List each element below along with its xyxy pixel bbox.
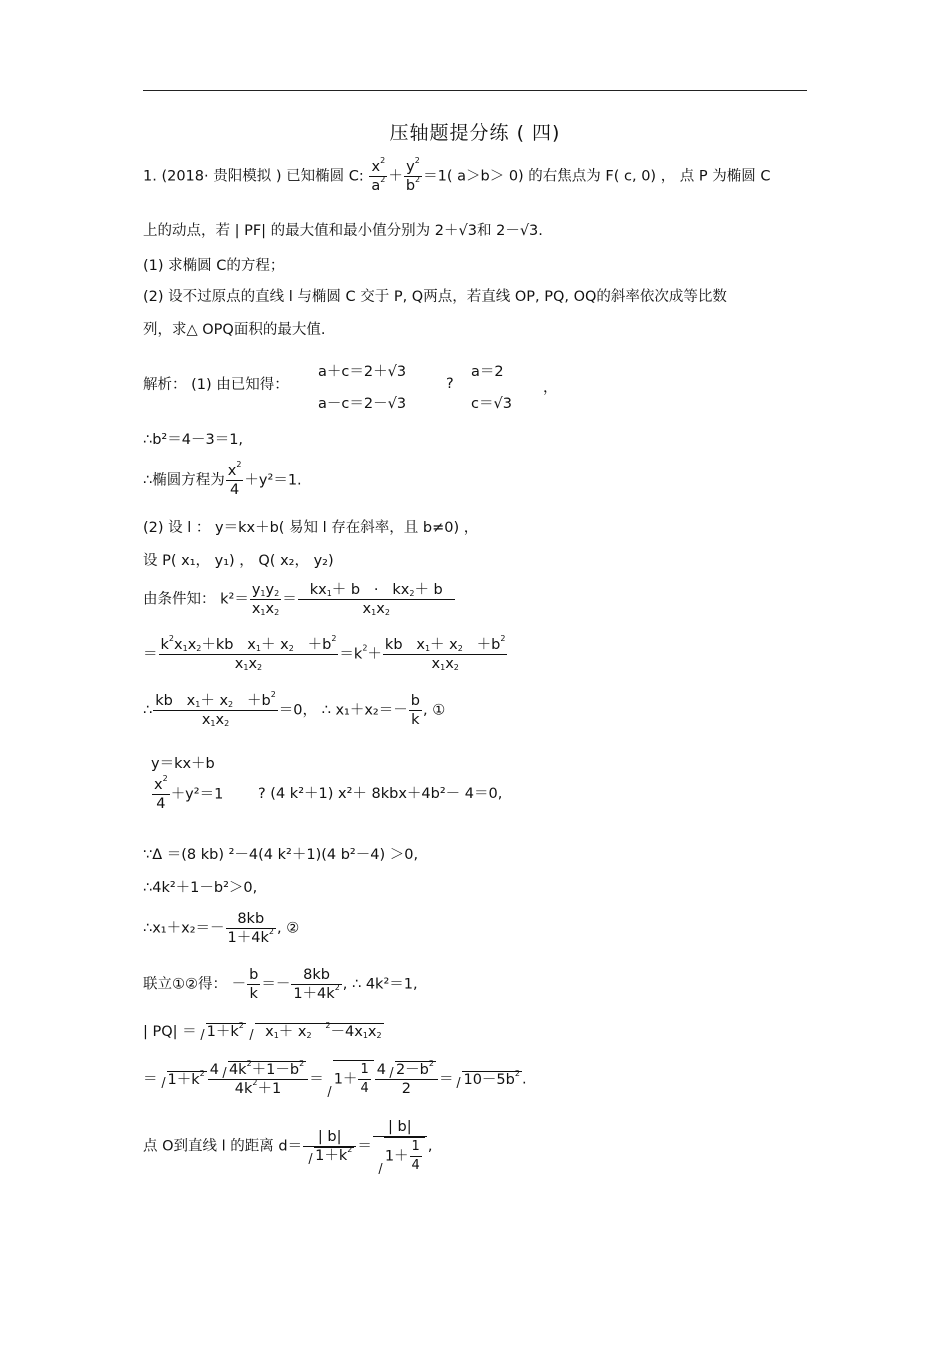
sqrt-1-k2-b: $1+k^2$ bbox=[158, 1071, 207, 1089]
quadratic-line: ? (4 k²＋1) x²＋ 8kbx＋4b²－ 4＝0, bbox=[258, 786, 503, 802]
combine-result: ∴ 4k²＝1, bbox=[352, 976, 418, 993]
frac-x2-4-system: $\frac{x^2}{4}$ bbox=[154, 774, 168, 812]
question-1: (1) 求椭圆 C的方程； bbox=[143, 258, 285, 274]
circle-mark-1: ① bbox=[432, 702, 446, 719]
frac-b-sqrt-1-k2: $\frac{| b|}{1+k^2}$ bbox=[303, 1128, 356, 1165]
frac-8kb-1-4k2: $\frac{8kb}{1+4k^2}$ bbox=[227, 911, 274, 946]
frac-b-sqrt-quarter: | b| 1＋ $\frac{1}{4}$ bbox=[373, 1118, 427, 1175]
page-title: 压轴题提分练 ( 四) bbox=[389, 122, 561, 144]
frac-product-expansion: $\frac{kx_1+ b \cdot kx_2+ b}{x_1x_2}$ bbox=[298, 581, 455, 618]
condition-line: 由条件知： k²＝ $\frac{y_1y_2}{x_1x_2}$ ＝ $\frac{kx_1+ b \cdot kx_2+ b}{x_1x_2}$ bbox=[143, 581, 456, 618]
expansion-line: ＝ $\frac{k^2x_1x_2+kb x_1+ x_2 +b^2}{x_1x_2}$ $=k^2+$ $\frac{kb x_1+ x_2 +b^2}{x_1x_2}$ bbox=[143, 634, 506, 672]
part-2-setup: (2) 设 l ： y＝kx＋b( 易知 l 存在斜率，且 b≠0) ， bbox=[143, 520, 479, 536]
distance-intro: 点 O到直线 l 的距离 d＝ bbox=[143, 1138, 303, 1155]
problem-line-2: 上的动点，若 | PF| 的最大值和最小值分别为 2＋√3和 2－√3. bbox=[143, 223, 543, 239]
implies-arrow: ? bbox=[446, 376, 454, 392]
frac-y2-b2: $\frac{y^2}{b^2}$ bbox=[405, 156, 421, 194]
zero-condition-line: ∴ $\frac{kb x_1+ x_2 +b^2}{x_1x_2}$ ＝0， ∴ x₁＋x₂＝－ $\frac{b}{k}$ , ① bbox=[143, 690, 446, 728]
frac-x2-4: $\frac{x^2}{4}$ bbox=[227, 460, 242, 498]
distance-line: 点 O到直线 l 的距离 d＝ $\frac{| b|}{1+k^2}$ ＝ | b| 1＋ $\frac{1}{4}$ , bbox=[143, 1119, 433, 1173]
pq-length-result: ＝ $1+k^2$ $\frac{4 4k^2+1-b^2}{4k^2+1}$ ＝ 1＋ $\frac{1}{4}$ $\frac{4 2-b^2}{2}$ ＝ $10-5b^2$ . bbox=[143, 1059, 527, 1097]
frac-x2-a2: $\frac{x^2}{a^2}$ bbox=[371, 156, 386, 194]
frac-expanded: $\frac{k^2x_1x_2+kb x_1+ x_2 +b^2}{x_1x_2}$ bbox=[160, 634, 337, 672]
circle-mark-2: ② bbox=[286, 920, 300, 937]
points-setup: 设 P( x₁， y₁) ， Q( x₂， y₂) bbox=[143, 553, 334, 569]
system-3-row-1: y＝kx＋b bbox=[151, 756, 215, 772]
inequality-line: ∴4k²＋1－b²＞0, bbox=[143, 880, 258, 896]
frac-8kb-combine: $\frac{8kb}{1+4k^2}$ bbox=[293, 967, 340, 1002]
system-2-row-1: a＝2 bbox=[471, 364, 504, 380]
system-1-row-2: a－c＝2－√3 bbox=[318, 396, 407, 412]
sum-intro: ∴x₁＋x₂＝－ bbox=[143, 920, 225, 937]
frac-b-k-combine: $\frac{b}{k}$ bbox=[249, 967, 259, 1002]
system-3-row-2-rest: ＋y²＝1 bbox=[170, 786, 224, 803]
system-1-row-1: a＋c＝2＋√3 bbox=[318, 364, 407, 380]
b-squared-line: ∴b²＝4－3＝1, bbox=[143, 432, 244, 448]
pq-length-intro: | PQ| ＝ bbox=[143, 1024, 197, 1040]
condition-intro: 由条件知： k²＝ bbox=[143, 591, 249, 608]
system-2 bbox=[471, 356, 512, 420]
frac-zero-condition: $\frac{kb x_1+ x_2 +b^2}{x_1x_2}$ bbox=[155, 690, 276, 728]
sqrt-1-plus-quarter: 1＋ $\frac{1}{4}$ bbox=[324, 1060, 374, 1098]
combine-line: 联立①②得： － $\frac{b}{k}$ ＝－ $\frac{8kb}{1+4k^2}$ , ∴ 4k²＝1, bbox=[143, 967, 418, 1002]
system-1 bbox=[318, 356, 406, 420]
problem-line-1-intro: 1. (2018· 贵阳模拟 ) 已知椭圆 C: bbox=[143, 168, 369, 185]
ellipse-equation-line bbox=[143, 462, 302, 499]
discriminant-line: ∵Δ ＝(8 kb) ²－4(4 k²＋1)(4 b²－4) ＞0, bbox=[143, 847, 419, 863]
pq-length-line bbox=[143, 1020, 384, 1041]
frac-4sqrt-over: $\frac{4 4k^2+1-b^2}{4k^2+1}$ bbox=[208, 1061, 308, 1098]
sum-line: ∴x₁＋x₂＝－ $\frac{8kb}{1+4k^2}$ , ② bbox=[143, 911, 300, 946]
system-3 bbox=[151, 752, 223, 813]
system-3-row-2 bbox=[151, 776, 223, 813]
problem-line-1-rest: ＝1( a＞b＞ 0) 的右焦点为 F( c, 0) ， 点 P 为椭圆 C bbox=[423, 168, 771, 185]
zero-condition-text: ＝0， ∴ x₁＋x₂＝－ bbox=[278, 702, 408, 719]
frac-remainder: $\frac{kb x_1+ x_2 +b^2}{x_1x_2}$ bbox=[384, 634, 506, 672]
sqrt-10-5b2: $10-5b^2$ bbox=[453, 1071, 521, 1089]
question-2-line-2: 列，求△ OPQ面积的最大值. bbox=[143, 322, 326, 338]
sqrt-discriminant: $x_1+ x_2$ $^2-4x_1x_2$ bbox=[246, 1023, 384, 1041]
ellipse-equation-rest: ＋y²＝1. bbox=[244, 472, 302, 489]
combine-intro: 联立①②得： － bbox=[143, 976, 247, 993]
problem-line-1: 1. (2018· 贵阳模拟 ) 已知椭圆 C: $\frac{x^2}{a^2}$ ＋ $\frac{y^2}{b^2}$ ＝1( a＞b＞ 0) 的右焦点为 F( c, 0) ， 点 P 为椭圆 C bbox=[143, 156, 771, 194]
top-rule bbox=[143, 90, 807, 91]
question-2-line-1: (2) 设不过原点的直线 l 与椭圆 C 交于 P, Q两点，若直线 OP, PQ, OQ的斜率依次成等比数 bbox=[143, 289, 727, 305]
frac-4sqrt-2: $\frac{4 2-b^2}{2}$ bbox=[375, 1061, 438, 1098]
sqrt-1-k2: $1+k^2$ bbox=[197, 1023, 246, 1041]
system-2-row-2: c＝√3 bbox=[471, 396, 512, 412]
solution-label: 解析： (1) 由已知得： bbox=[143, 377, 289, 393]
system-comma: ， bbox=[543, 380, 558, 396]
frac-b-k: $\frac{b}{k}$ bbox=[410, 693, 420, 728]
frac-y1y2-x1x2: $\frac{y_1y_2}{x_1x_2}$ bbox=[251, 582, 280, 617]
ellipse-equation-intro: ∴椭圆方程为 bbox=[143, 472, 225, 489]
